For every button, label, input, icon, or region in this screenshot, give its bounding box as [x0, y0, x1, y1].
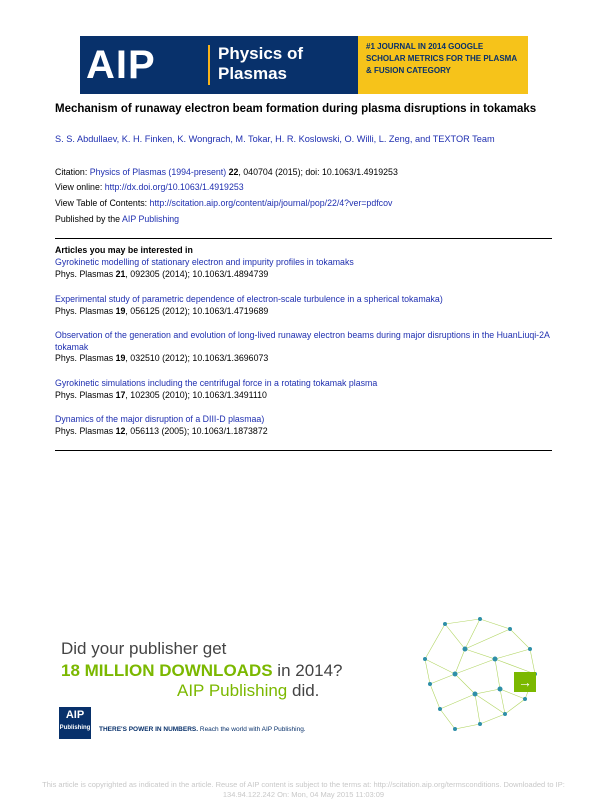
- related-article-citation: Phys. Plasmas 21, 092305 (2014); 10.1063/1.4894739: [55, 268, 269, 279]
- view-online-line: [55, 181, 244, 193]
- citation-journal-link[interactable]: Physics of Plasmas (1994-present): [89, 167, 227, 177]
- footer-line2: 134.94.122.242 On: Mon, 04 May 2015 11:03:09: [222, 790, 385, 799]
- ad-downloads-highlight: 18 MILLION DOWNLOADS: [61, 661, 273, 680]
- related-article-citation: Phys. Plasmas 19, 056125 (2012); 10.1063/1.4719689: [55, 305, 269, 316]
- related-article: [55, 414, 555, 437]
- banner-divider: [208, 45, 210, 85]
- divider-top: [55, 238, 552, 239]
- toc-link[interactable]: http://scitation.aip.org/content/aip/journal/pop/22/4?ver=pdfcov: [149, 198, 393, 208]
- footer-line1: This article is copyrighted as indicated in the article. Reuse of AIP content is subject to the terms at: http://scitation.aip.org/termsconditions. Downloaded to IP:: [42, 780, 565, 789]
- publisher-link[interactable]: AIP Publishing: [122, 214, 180, 224]
- related-article-link[interactable]: Dynamics of the major disruption of a DIII-D plasmaa): [55, 414, 265, 424]
- view-online-label: View online:: [55, 182, 105, 192]
- ad-tagline-rest: Reach the world with AIP Publishing.: [198, 726, 306, 733]
- ad-headline-line3: [177, 681, 319, 701]
- view-online-link[interactable]: http://dx.doi.org/10.1063/1.4919253: [104, 182, 244, 192]
- ad-headline-line1: Did your publisher get: [61, 639, 227, 658]
- related-article: [55, 294, 555, 317]
- toc-line: [55, 197, 392, 209]
- ad-tagline-bold: THERE'S POWER IN NUMBERS.: [99, 726, 199, 733]
- related-article-citation: Phys. Plasmas 12, 056113 (2005); 10.1063/1.1873872: [55, 425, 268, 436]
- related-article: [55, 257, 555, 280]
- related-article-link[interactable]: Gyrokinetic modelling of stationary electron and impurity profiles in tokamaks: [55, 257, 354, 267]
- copyright-footer: [10, 780, 597, 800]
- related-article-link[interactable]: Experimental study of parametric dependence of electron-scale turbulence in a spherical tokamaka): [55, 294, 443, 304]
- arrow-right-icon[interactable]: →: [514, 672, 536, 692]
- ad-tagline: [99, 726, 306, 733]
- related-article: [55, 378, 555, 401]
- divider-bottom: [55, 450, 552, 451]
- aip-publishing-logo: AIP Publishing: [59, 707, 91, 739]
- article-title: Mechanism of runaway electron beam formation during plasma disruptions in tokamaks: [55, 103, 537, 115]
- related-article-link[interactable]: Gyrokinetic simulations including the centrifugal force in a rotating tokamak plasma: [55, 378, 378, 388]
- citation-label: Citation:: [55, 167, 90, 177]
- related-article-citation: Phys. Plasmas 19, 032510 (2012); 10.1063/1.3696073: [55, 353, 269, 363]
- citation-line: [55, 166, 398, 178]
- journal-banner[interactable]: [80, 36, 528, 94]
- ad-headline-rest: in 2014?: [272, 661, 343, 680]
- author-list[interactable]: S. S. Abdullaev, K. H. Finken, K. Wongrach, M. Tokar, H. R. Koslowski, O. Willi, L. Zeng, and TEXTOR Team: [55, 134, 495, 144]
- journal-name-line2: Plasmas: [218, 64, 287, 83]
- citation-volume: 22: [228, 167, 239, 177]
- related-article-link[interactable]: Observation of the generation and evolution of long-lived runaway electron beams during major disruptions in the HuanLiuqi-2A tokamak: [55, 330, 550, 352]
- aip-publishing-ad[interactable]: [55, 614, 552, 742]
- published-label: Published by the: [55, 214, 123, 224]
- related-article: [55, 330, 555, 365]
- ranking-badge-text: #1 JOURNAL IN 2014 GOOGLE SCHOLAR METRICS FOR THE PLASMA & FUSION CATEGORY: [366, 42, 517, 75]
- citation-rest: , 040704 (2015); doi: 10.1063/1.4919253: [238, 167, 398, 177]
- ad-publisher-highlight: AIP Publishing: [177, 681, 288, 700]
- related-articles-heading: Articles you may be interested in: [55, 245, 193, 255]
- aip-logo: AIP: [86, 43, 156, 87]
- published-line: [55, 213, 179, 225]
- ranking-badge: [358, 36, 528, 94]
- ad-headline-did: did.: [287, 681, 320, 700]
- related-article-citation: Phys. Plasmas 17, 102305 (2010); 10.1063/1.3491110: [55, 389, 267, 400]
- toc-label: View Table of Contents:: [55, 198, 150, 208]
- ad-headline-line2: [61, 661, 343, 681]
- journal-name: [218, 44, 303, 84]
- journal-name-line1: Physics of: [218, 44, 304, 63]
